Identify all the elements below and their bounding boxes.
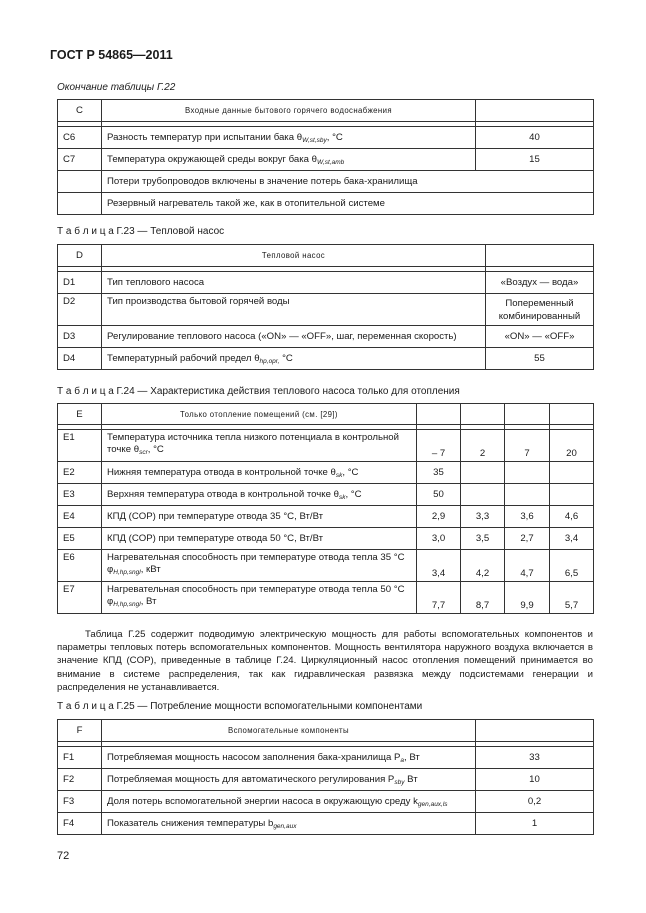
table-row	[58, 747, 594, 769]
table-d	[57, 244, 594, 370]
row-value	[505, 462, 550, 484]
row-value	[461, 462, 505, 484]
row-code: D2	[58, 294, 102, 326]
row-code: Е3	[58, 484, 102, 506]
table-row	[58, 769, 594, 791]
row-code: F1	[58, 747, 102, 769]
row-label: КПД (COP) при температуре отвода 50 °С, Вт/Вт	[102, 528, 417, 550]
row-value: 2,9	[417, 506, 461, 528]
row-value: 3,0	[417, 528, 461, 550]
table-note-row	[58, 171, 594, 193]
table-e-caption: Т а б л и ц а Г.24 — Характеристика действия теплового насоса только для отопления	[57, 386, 460, 397]
row-code: Е6	[58, 550, 102, 582]
table-f-head-code: F	[58, 720, 102, 742]
row-value: 6,5	[550, 550, 594, 582]
row-value: 0,2	[476, 791, 594, 813]
row-value: 10	[476, 769, 594, 791]
table-d-caption: Т а б л и ц а Г.23 — Тепловой насос	[57, 226, 225, 237]
row-value: 2	[461, 430, 505, 462]
table-row	[58, 294, 594, 326]
table-row	[58, 582, 594, 614]
row-code: F4	[58, 813, 102, 835]
row-label: Тип теплового насоса	[102, 272, 486, 294]
row-value: 3,4	[550, 528, 594, 550]
table-d-head-code: D	[58, 245, 102, 267]
row-value: 1	[476, 813, 594, 835]
row-value: 40	[476, 127, 594, 149]
row-value: 4,2	[461, 550, 505, 582]
row-label: Показатель снижения температуры $b_{gen,aux}$	[102, 813, 476, 835]
table-f-head-title: Вспомогательные компоненты	[102, 720, 476, 742]
row-value: 35	[417, 462, 461, 484]
body-paragraph: Таблица Г.25 содержит подводимую электрическую мощность для работы вспомогательных компонентов и параметры тепловых потерь вспомогательных компонентов. Мощность вентилятора наружного воздуха включается в значение КПД (COP), приведенные в таблице Г.24. Циркуляционный насос отопления помещений принимается во внимание в системе распределения, так как гидравлическая развязка между подсистемами генерации и распределения не устанавливается.	[57, 629, 593, 693]
table-row	[58, 348, 594, 370]
row-label: Потребляемая мощность для автоматического регулирования $P_{sby}$ Вт	[102, 769, 476, 791]
row-value	[550, 462, 594, 484]
row-value: «Воздух — вода»	[486, 272, 594, 294]
row-value: 5,7	[550, 582, 594, 614]
table-note-row	[58, 193, 594, 215]
table-row	[58, 149, 594, 171]
row-code: Е1	[58, 430, 102, 462]
row-code: С6	[58, 127, 102, 149]
table-c	[57, 99, 594, 215]
table-row	[58, 462, 594, 484]
row-label: Температурный рабочий предел $\theta_{hp,opr,}$ °С	[102, 348, 486, 370]
row-label: Нагревательная способность при температуре отвода тепла 35 °С $\varphi_{H,hp,sngl}$, кВт	[102, 550, 417, 582]
row-label: КПД (COP) при температуре отвода 35 °С, Вт/Вт	[102, 506, 417, 528]
row-code: D4	[58, 348, 102, 370]
document-header: ГОСТ Р 54865—2011	[50, 48, 173, 62]
row-value: 8,7	[461, 582, 505, 614]
table-row	[58, 791, 594, 813]
row-value: 2,7	[505, 528, 550, 550]
row-code: Е7	[58, 582, 102, 614]
table-c-caption: Окончание таблицы Г.22	[57, 82, 176, 93]
table-note: Резервный нагреватель такой же, как в отопительной системе	[102, 193, 594, 215]
row-label: Тип производства бытовой горячей воды	[102, 294, 486, 326]
row-label: Потребляемая мощность насосом заполнения бака-хранилища $P_a$, Вт	[102, 747, 476, 769]
table-row	[58, 506, 594, 528]
table-row	[58, 272, 594, 294]
table-e-head-title: Только отопление помещений (см. [29])	[102, 404, 417, 425]
row-value: 20	[550, 430, 594, 462]
row-value	[550, 484, 594, 506]
table-c-head-code: С	[58, 100, 102, 122]
table-c-head-title: Входные данные бытового горячего водоснабжения	[102, 100, 476, 122]
row-code: D3	[58, 326, 102, 348]
row-value: 4,7	[505, 550, 550, 582]
table-row	[58, 550, 594, 582]
row-code: F3	[58, 791, 102, 813]
row-label: Разность температур при испытании бака $\theta_{W,st,sby}$, °С	[102, 127, 476, 149]
table-row	[58, 127, 594, 149]
row-value: 55	[486, 348, 594, 370]
row-value: «ON» — «OFF»	[486, 326, 594, 348]
table-row	[58, 326, 594, 348]
row-code: D1	[58, 272, 102, 294]
table-row	[58, 484, 594, 506]
row-label: Доля потерь вспомогательной энергии насоса в окружающую среду $k_{gen,aux,ls}$	[102, 791, 476, 813]
row-value: 3,5	[461, 528, 505, 550]
row-value: 3,6	[505, 506, 550, 528]
table-row	[58, 430, 594, 462]
row-value: 33	[476, 747, 594, 769]
table-e-head-code: Е	[58, 404, 102, 425]
row-label: Нагревательная способность при температуре отвода тепла 50 °С $\varphi_{H,hp,sngl}$, Вт	[102, 582, 417, 614]
row-label: Нижняя температура отвода в контрольной точке $\theta_{sk}$, °С	[102, 462, 417, 484]
row-value: 9,9	[505, 582, 550, 614]
table-f	[57, 719, 594, 835]
row-value: Попеременный комбинированный	[486, 294, 594, 326]
row-code: Е2	[58, 462, 102, 484]
row-code: Е4	[58, 506, 102, 528]
row-value: 15	[476, 149, 594, 171]
row-value: 4,6	[550, 506, 594, 528]
table-d-head-title: Тепловой насос	[102, 245, 486, 267]
row-label: Верхняя температура отвода в контрольной точке $\theta_{sk}$, °С	[102, 484, 417, 506]
table-row	[58, 813, 594, 835]
table-e	[57, 403, 594, 614]
row-label: Температура источника тепла низкого потенциала в контрольной точке $\theta_{scr}$, °С	[102, 430, 417, 462]
row-value	[461, 484, 505, 506]
row-value: 3,3	[461, 506, 505, 528]
row-value: 3,4	[417, 550, 461, 582]
table-f-caption: Т а б л и ц а Г.25 — Потребление мощности вспомогательными компонентами	[57, 701, 423, 712]
table-row	[58, 528, 594, 550]
page-number: 72	[57, 850, 70, 862]
row-label: Регулирование теплового насоса («ON» — «OFF», шаг, переменная скорость)	[102, 326, 486, 348]
row-value	[505, 484, 550, 506]
row-code: F2	[58, 769, 102, 791]
row-value: 7,7	[417, 582, 461, 614]
row-value: 50	[417, 484, 461, 506]
row-value: 7	[505, 430, 550, 462]
row-value: – 7	[417, 430, 461, 462]
row-code: Е5	[58, 528, 102, 550]
row-code: С7	[58, 149, 102, 171]
row-label: Температура окружающей среды вокруг бака $\theta_{W,st,amb}$	[102, 149, 476, 171]
table-note: Потери трубопроводов включены в значение потерь бака-хранилища	[102, 171, 594, 193]
